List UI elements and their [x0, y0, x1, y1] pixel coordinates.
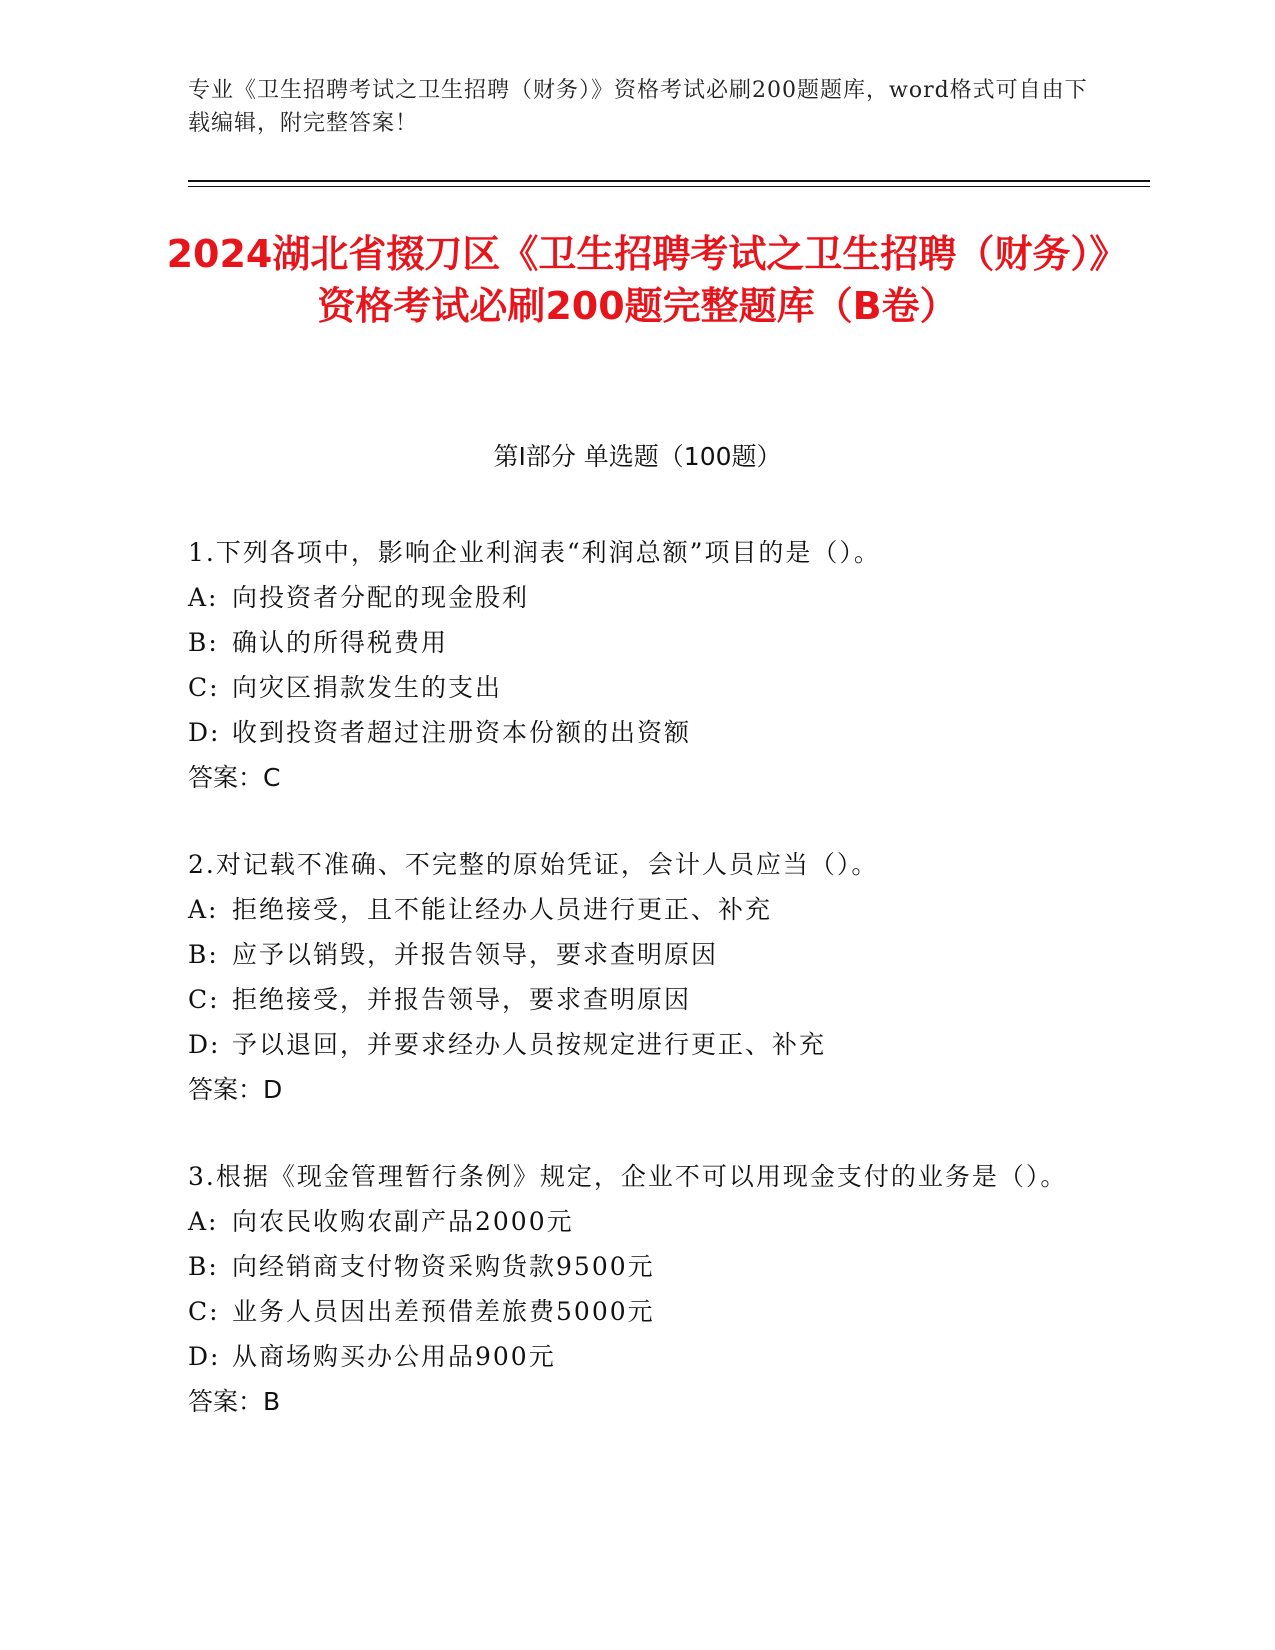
option-c: [188, 977, 1068, 1022]
option-text: 拒绝接受，并报告领导，要求查明原因: [232, 985, 692, 1014]
header-divider-thick: [188, 180, 1150, 182]
option-letter: D:: [188, 718, 221, 747]
option-letter: C:: [188, 673, 220, 702]
question-stem: 2.对记载不准确、不完整的原始凭证，会计人员应当（）。: [188, 850, 879, 879]
header-note: 专业《卫生招聘考试之卫生招聘（财务）》资格考试必刷200题题库，word格式可自由下载编辑，附完整答案！: [188, 78, 1088, 136]
option-letter: B:: [188, 940, 219, 969]
option-text: 应予以销毁，并报告领导，要求查明原因: [232, 940, 719, 969]
question-3: [188, 1154, 1068, 1424]
option-text: 拒绝接受，且不能让经办人员进行更正、补充: [232, 895, 773, 924]
question-stem: 1.下列各项中，影响企业利润表“利润总额”项目的是（）。: [188, 538, 881, 567]
option-letter: C:: [188, 1297, 220, 1326]
option-d: [188, 1334, 1068, 1379]
option-letter: D:: [188, 1342, 221, 1371]
option-text: 予以退回，并要求经办人员按规定进行更正、补充: [232, 1030, 827, 1059]
option-b: [188, 932, 1068, 977]
option-d: [188, 710, 1068, 755]
option-text: 向灾区捐款发生的支出: [232, 673, 503, 702]
option-text: 向经销商支付物资采购货款9500元: [232, 1252, 655, 1281]
question-stem: 3.根据《现金管理暂行条例》规定，企业不可以用现金支付的业务是（）。: [188, 1162, 1068, 1191]
question-1: [188, 530, 1068, 800]
option-b: [188, 1244, 1068, 1289]
option-letter: B:: [188, 628, 219, 657]
option-c: [188, 1289, 1068, 1334]
answer: 答案：C: [188, 763, 281, 792]
option-text: 向投资者分配的现金股利: [232, 583, 530, 612]
option-a: [188, 887, 1068, 932]
document-title: 2024湖北省掇刀区《卫生招聘考试之卫生招聘（财务）》资格考试必刷200题完整题库（B卷）: [166, 232, 1109, 328]
option-letter: A:: [188, 895, 219, 924]
header-divider-thin: [188, 186, 1150, 187]
option-text: 业务人员因出差预借差旅费5000元: [232, 1297, 655, 1326]
option-a: [188, 1199, 1068, 1244]
option-letter: B:: [188, 1252, 219, 1281]
option-letter: A:: [188, 1207, 219, 1236]
option-letter: D:: [188, 1030, 221, 1059]
option-text: 向农民收购农副产品2000元: [232, 1207, 574, 1236]
option-text: 确认的所得税费用: [232, 628, 449, 657]
option-text: 从商场购买办公用品900元: [232, 1342, 556, 1371]
answer: 答案：D: [188, 1075, 283, 1104]
option-d: [188, 1022, 1068, 1067]
question-list: [188, 530, 1068, 1466]
question-2: [188, 842, 1068, 1112]
option-text: 收到投资者超过注册资本份额的出资额: [232, 718, 692, 747]
option-c: [188, 665, 1068, 710]
section-title: 第I部分 单选题（100题）: [493, 442, 782, 471]
option-b: [188, 620, 1068, 665]
answer: 答案：B: [188, 1387, 281, 1416]
option-a: [188, 575, 1068, 620]
option-letter: C:: [188, 985, 220, 1014]
option-letter: A:: [188, 583, 219, 612]
